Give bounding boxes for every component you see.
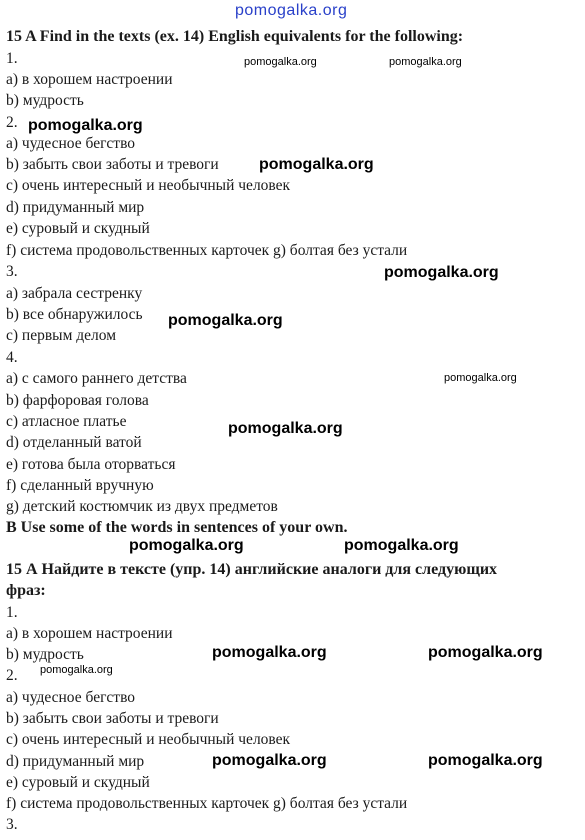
list-item: е) суровый и скудный — [6, 220, 150, 237]
list-item: b) мудрость — [6, 646, 84, 663]
list-item: b) фарфоровая голова — [6, 392, 149, 409]
group-number-2: 2. — [6, 114, 18, 131]
list-item: а) в хорошем настроении — [6, 71, 173, 88]
list-item: а) чудесное бегство — [6, 135, 136, 152]
exercise-heading-ru: 15 А Найдите в тексте (упр. 14) английские аналоги для следующих — [6, 561, 498, 578]
list-item: f) система продовольственных карточек g) болтая без устали — [6, 795, 408, 812]
list-item: b) забыть свои заботы и тревоги — [6, 156, 219, 173]
watermark-text: pomogalka.org — [244, 56, 317, 68]
list-item: f) сделанный вручную — [6, 477, 154, 494]
list-item: d) отделанный ватой — [6, 434, 142, 451]
list-item: а) в хорошем настроении — [6, 625, 173, 642]
watermark-text: pomogalka.org — [259, 156, 374, 173]
watermark-text: pomogalka.org — [212, 644, 327, 661]
list-item: с) первым делом — [6, 327, 117, 344]
group-number-1: 1. — [6, 604, 18, 621]
watermark-text: pomogalka.org — [212, 752, 327, 769]
watermark-text: pomogalka.org — [28, 117, 143, 134]
watermark-text: pomogalka.org — [168, 312, 283, 329]
list-item: а) чудесное бегство — [6, 689, 136, 706]
list-item: b) все обнаружилось — [6, 306, 143, 323]
part-b-instruction: B Use some of the words in sentences of your own. — [6, 519, 348, 536]
watermark-text: pomogalka.org — [228, 420, 343, 437]
watermark-text: pomogalka.org — [384, 264, 499, 281]
list-item: b) забыть свои заботы и тревоги — [6, 710, 219, 727]
list-item: d) придуманный мир — [6, 753, 145, 770]
group-number-1: 1. — [6, 50, 18, 67]
site-logo[interactable]: pomogalka.org — [235, 2, 348, 19]
watermark-text: pomogalka.org — [40, 664, 113, 676]
list-item: е) суровый и скудный — [6, 774, 150, 791]
list-item: с) атласное платье — [6, 413, 127, 430]
list-item: f) система продовольственных карточек g) болтая без устали — [6, 242, 408, 259]
watermark-text: pomogalka.org — [428, 752, 543, 769]
group-number-2: 2. — [6, 667, 18, 684]
list-item: е) готова была оторваться — [6, 456, 176, 473]
watermark-text: pomogalka.org — [428, 644, 543, 661]
exercise-heading-ru-cont: фраз: — [6, 582, 46, 599]
list-item: b) мудрость — [6, 92, 84, 109]
group-number-4: 4. — [6, 349, 18, 366]
list-item: g) детский костюмчик из двух предметов — [6, 498, 278, 515]
watermark-text: pomogalka.org — [129, 537, 244, 554]
watermark-text: pomogalka.org — [444, 372, 517, 384]
list-item: а) забрала сестренку — [6, 285, 143, 302]
group-number-3: 3. — [6, 816, 18, 833]
watermark-text: pomogalka.org — [344, 537, 459, 554]
list-item: с) очень интересный и необычный человек — [6, 731, 291, 748]
watermark-text: pomogalka.org — [389, 56, 462, 68]
list-item: d) придуманный мир — [6, 199, 145, 216]
group-number-3: 3. — [6, 263, 18, 280]
list-item: с) очень интересный и необычный человек — [6, 177, 291, 194]
exercise-heading-en: 15 A Find in the texts (ex. 14) English equivalents for the following: — [6, 28, 464, 45]
list-item: а) с самого раннего детства — [6, 370, 187, 387]
